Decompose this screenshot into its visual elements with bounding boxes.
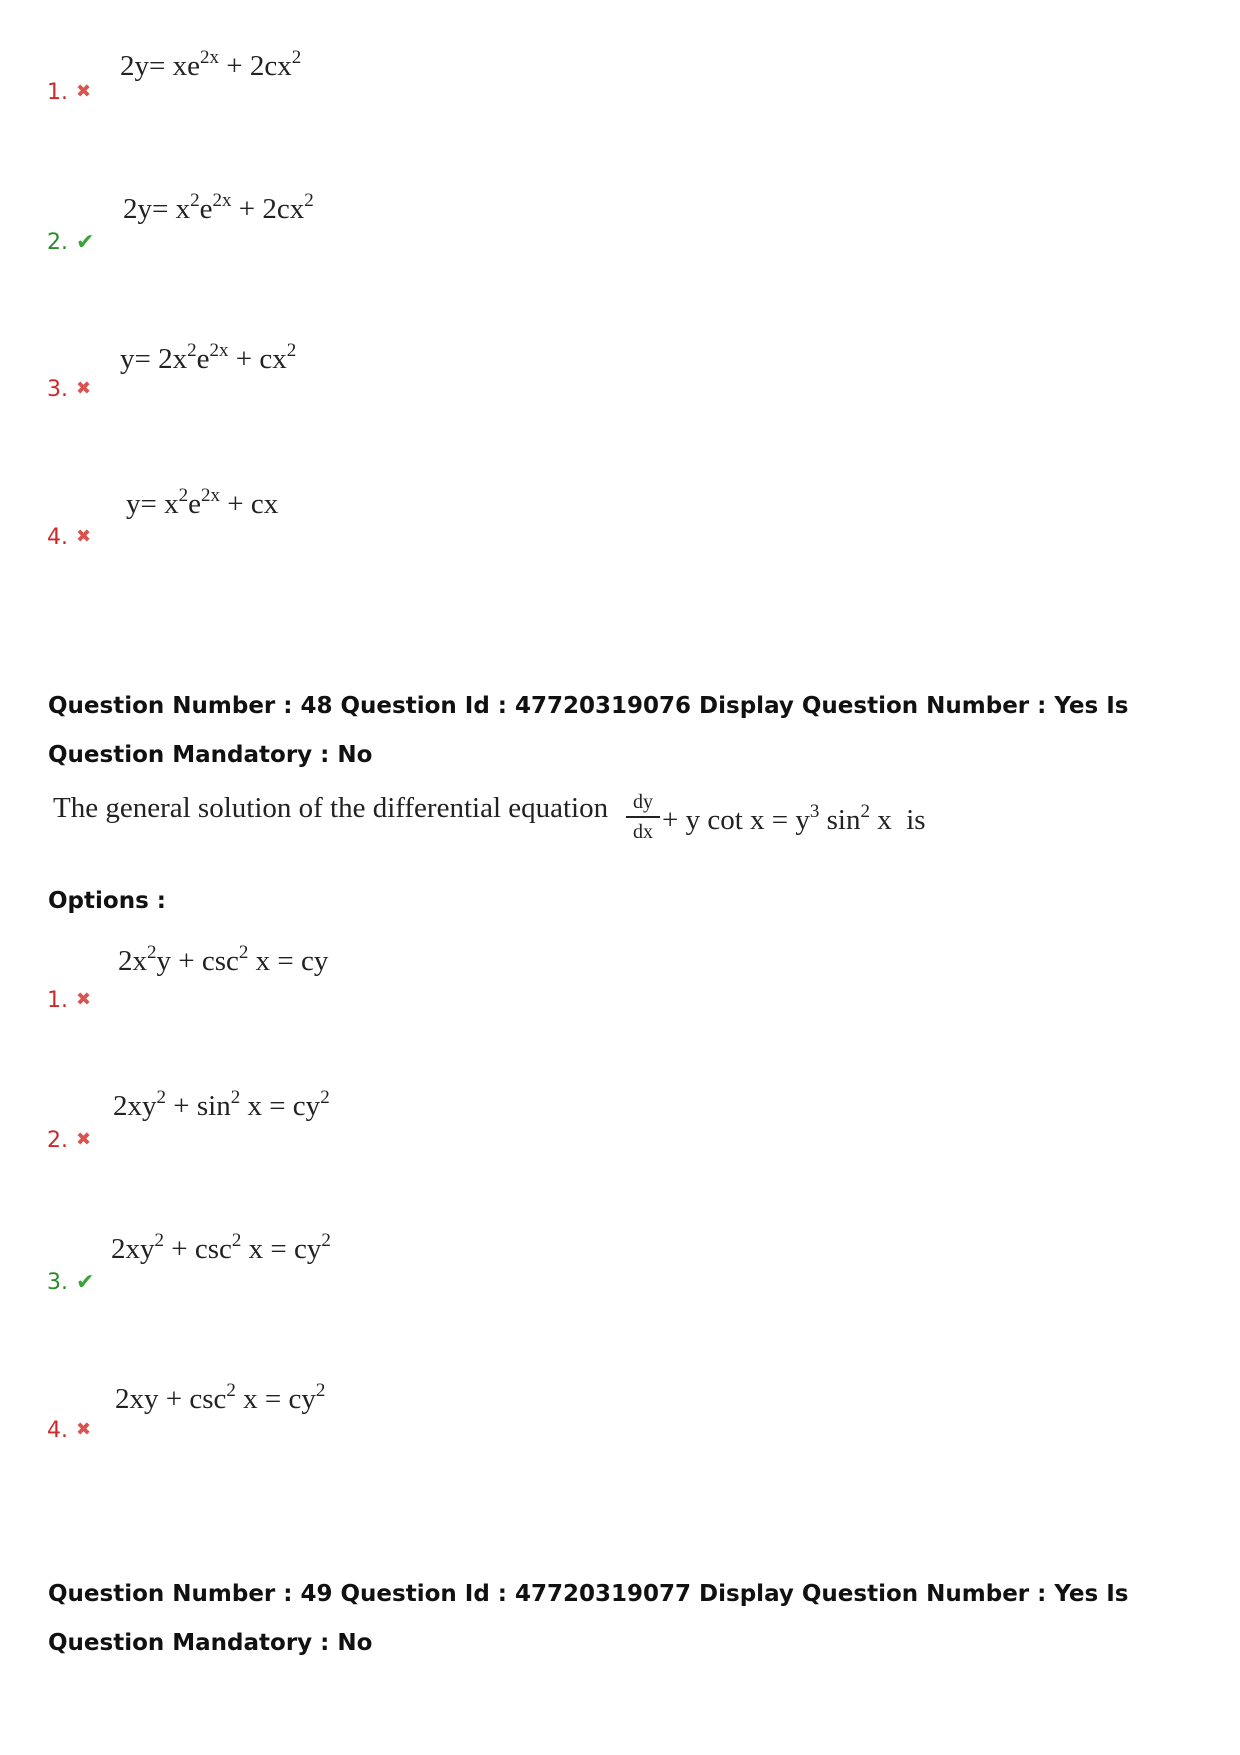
question-text: The general solution of the differential equation (53, 792, 609, 824)
option-expression: $2x^2y + \csc^2 x$ = cy (118, 942, 329, 977)
options-label: Options : (48, 888, 166, 914)
cross-icon: ✖ (76, 1419, 92, 1440)
option-number: 4. ✖ (47, 1418, 92, 1443)
option-number: 3. ✔ (47, 1270, 95, 1295)
derivative-fraction (624, 790, 662, 844)
option-number: 2. ✖ (47, 1128, 92, 1153)
check-icon: ✔ (76, 230, 95, 255)
question-header: Question Number : 49 Question Id : 47720319077 Display Question Number : Yes Is Question Mandatory : No (48, 1581, 1129, 1656)
option-number: 1. ✖ (47, 80, 92, 105)
cross-icon: ✖ (76, 1129, 92, 1150)
cross-icon: ✖ (76, 378, 92, 399)
option-expression: $y= x^2e^{2x}$ + cx (126, 485, 279, 520)
fraction-denominator: dx (633, 820, 653, 843)
fraction-numerator: dy (633, 791, 653, 813)
question-header: Question Number : 48 Question Id : 47720319076 Display Question Number : Yes Is Question Mandatory : No (48, 693, 1129, 768)
option-expression: $2y= xe^{2x} + 2cx^2$ (120, 47, 302, 82)
option-number: 1. ✖ (47, 988, 92, 1013)
cross-icon: ✖ (76, 526, 92, 547)
option-expression: $2y= x^2e^{2x} + 2cx^2$ (123, 190, 314, 225)
option-expression: $y= 2x^2e^{2x} + cx^2$ (120, 340, 297, 375)
check-icon: ✔ (76, 1270, 95, 1295)
fraction-bar (626, 816, 660, 818)
option-number: 3. ✖ (47, 377, 92, 402)
option-number: 2. ✔ (47, 230, 95, 255)
option-expression: $2xy + \csc^2 x = cy^2$ (115, 1380, 326, 1415)
option-expression: $2xy^2 + \sin^2 x = cy^2$ (113, 1087, 330, 1122)
cross-icon: ✖ (76, 989, 92, 1010)
equation-rest: + y $\cot x = y^3$ $\sin^2 x$ is (662, 801, 926, 836)
option-number: 4. ✖ (47, 525, 92, 550)
cross-icon: ✖ (76, 81, 92, 102)
option-expression: $2xy^2 + \csc^2 x = cy^2$ (111, 1230, 331, 1265)
